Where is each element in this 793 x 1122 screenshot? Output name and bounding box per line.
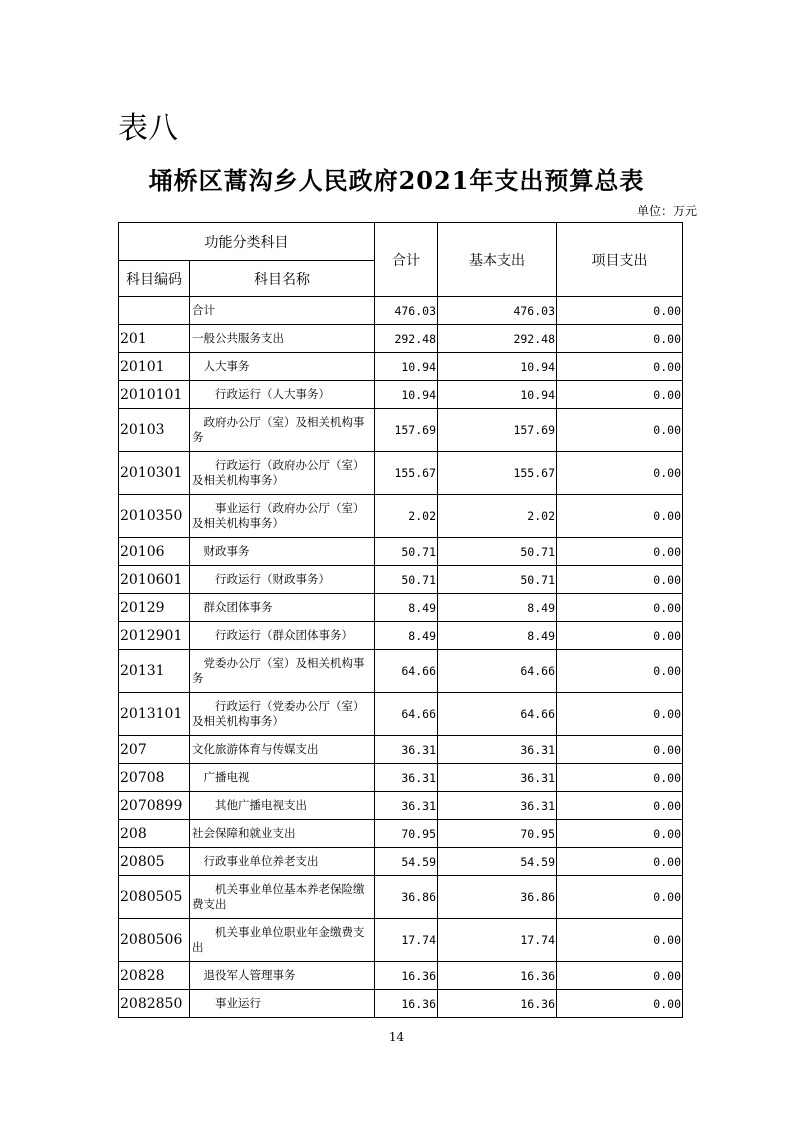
row-code: 2070899 <box>119 792 190 820</box>
table-row <box>119 736 683 764</box>
row-basic: 70.95 <box>438 820 557 848</box>
row-basic: 476.03 <box>438 297 557 325</box>
row-basic: 64.66 <box>438 650 557 693</box>
row-project: 0.00 <box>557 962 683 990</box>
table-body <box>119 297 683 1018</box>
header-basic: 基本支出 <box>438 223 557 297</box>
row-name: 群众团体事务 <box>190 594 375 622</box>
row-project: 0.00 <box>557 848 683 876</box>
table-row <box>119 594 683 622</box>
header-project: 项目支出 <box>557 223 683 297</box>
row-name: 行政运行（党委办公厅（室）及相关机构事务） <box>190 693 375 736</box>
row-project: 0.00 <box>557 325 683 353</box>
row-total: 50.71 <box>375 566 438 594</box>
table-row <box>119 764 683 792</box>
table-row <box>119 876 683 919</box>
row-code: 208 <box>119 820 190 848</box>
row-project: 0.00 <box>557 736 683 764</box>
header-code: 科目编码 <box>119 261 190 297</box>
row-project: 0.00 <box>557 495 683 538</box>
row-basic: 64.66 <box>438 693 557 736</box>
row-project: 0.00 <box>557 876 683 919</box>
row-code: 201 <box>119 325 190 353</box>
row-total: 54.59 <box>375 848 438 876</box>
row-basic: 36.31 <box>438 736 557 764</box>
table-row <box>119 622 683 650</box>
row-name: 行政运行（政府办公厅（室）及相关机构事务） <box>190 452 375 495</box>
table-label: 表八 <box>118 111 178 146</box>
table-row <box>119 495 683 538</box>
table-row <box>119 452 683 495</box>
row-project: 0.00 <box>557 990 683 1018</box>
row-total: 50.71 <box>375 538 438 566</box>
row-code: 2010350 <box>119 495 190 538</box>
row-total: 17.74 <box>375 919 438 962</box>
row-name: 人大事务 <box>190 353 375 381</box>
row-basic: 50.71 <box>438 566 557 594</box>
row-total: 36.86 <box>375 876 438 919</box>
row-total: 2.02 <box>375 495 438 538</box>
row-total: 16.36 <box>375 990 438 1018</box>
row-code <box>119 297 190 325</box>
row-name: 一般公共服务支出 <box>190 325 375 353</box>
table-row <box>119 792 683 820</box>
budget-table <box>118 222 683 1018</box>
row-name: 行政运行（财政事务） <box>190 566 375 594</box>
row-basic: 17.74 <box>438 919 557 962</box>
row-total: 8.49 <box>375 594 438 622</box>
row-code: 20131 <box>119 650 190 693</box>
row-code: 2080505 <box>119 876 190 919</box>
row-project: 0.00 <box>557 353 683 381</box>
row-code: 20708 <box>119 764 190 792</box>
row-code: 20805 <box>119 848 190 876</box>
row-project: 0.00 <box>557 297 683 325</box>
table-row <box>119 693 683 736</box>
row-basic: 8.49 <box>438 622 557 650</box>
row-total: 155.67 <box>375 452 438 495</box>
row-basic: 36.86 <box>438 876 557 919</box>
row-total: 70.95 <box>375 820 438 848</box>
row-basic: 36.31 <box>438 792 557 820</box>
row-name: 行政事业单位养老支出 <box>190 848 375 876</box>
row-name: 广播电视 <box>190 764 375 792</box>
row-total: 10.94 <box>375 381 438 409</box>
page-title: 埇桥区蒿沟乡人民政府2021年支出预算总表 <box>148 166 645 195</box>
header-name: 科目名称 <box>190 261 375 297</box>
row-project: 0.00 <box>557 452 683 495</box>
row-code: 2080506 <box>119 919 190 962</box>
row-code: 2010301 <box>119 452 190 495</box>
row-name: 事业运行 <box>190 990 375 1018</box>
table-row <box>119 353 683 381</box>
row-project: 0.00 <box>557 764 683 792</box>
header-total: 合计 <box>375 223 438 297</box>
row-total: 64.66 <box>375 650 438 693</box>
row-basic: 50.71 <box>438 538 557 566</box>
row-basic: 54.59 <box>438 848 557 876</box>
row-code: 2013101 <box>119 693 190 736</box>
row-total: 476.03 <box>375 297 438 325</box>
row-name: 退役军人管理事务 <box>190 962 375 990</box>
row-name: 事业运行（政府办公厅（室）及相关机构事务） <box>190 495 375 538</box>
row-name: 党委办公厅（室）及相关机构事务 <box>190 650 375 693</box>
row-name: 政府办公厅（室）及相关机构事务 <box>190 409 375 452</box>
row-code: 20129 <box>119 594 190 622</box>
row-basic: 36.31 <box>438 764 557 792</box>
table-row <box>119 990 683 1018</box>
row-project: 0.00 <box>557 792 683 820</box>
row-total: 64.66 <box>375 693 438 736</box>
row-project: 0.00 <box>557 650 683 693</box>
row-name: 机关事业单位职业年金缴费支出 <box>190 919 375 962</box>
row-code: 2010601 <box>119 566 190 594</box>
row-code: 2012901 <box>119 622 190 650</box>
row-name: 文化旅游体育与传媒支出 <box>190 736 375 764</box>
table-row <box>119 538 683 566</box>
row-project: 0.00 <box>557 693 683 736</box>
row-basic: 10.94 <box>438 381 557 409</box>
row-basic: 16.36 <box>438 990 557 1018</box>
row-total: 292.48 <box>375 325 438 353</box>
row-code: 20101 <box>119 353 190 381</box>
row-name: 行政运行（人大事务） <box>190 381 375 409</box>
row-project: 0.00 <box>557 622 683 650</box>
row-name: 机关事业单位基本养老保险缴费支出 <box>190 876 375 919</box>
row-total: 36.31 <box>375 736 438 764</box>
table-row <box>119 297 683 325</box>
row-code: 2010101 <box>119 381 190 409</box>
table-row <box>119 566 683 594</box>
row-code: 20106 <box>119 538 190 566</box>
row-code: 2082850 <box>119 990 190 1018</box>
header-functional-class: 功能分类科目 <box>119 223 375 261</box>
row-name: 其他广播电视支出 <box>190 792 375 820</box>
row-basic: 8.49 <box>438 594 557 622</box>
table-row <box>119 820 683 848</box>
page-number: 14 <box>388 1030 405 1044</box>
table-row <box>119 650 683 693</box>
row-total: 16.36 <box>375 962 438 990</box>
row-basic: 155.67 <box>438 452 557 495</box>
row-project: 0.00 <box>557 594 683 622</box>
row-basic: 10.94 <box>438 353 557 381</box>
table-row <box>119 409 683 452</box>
row-basic: 2.02 <box>438 495 557 538</box>
row-project: 0.00 <box>557 381 683 409</box>
row-name: 社会保障和就业支出 <box>190 820 375 848</box>
row-name: 行政运行（群众团体事务） <box>190 622 375 650</box>
unit-note: 单位：万元 <box>636 204 697 218</box>
row-total: 36.31 <box>375 764 438 792</box>
row-code: 20828 <box>119 962 190 990</box>
row-code: 20103 <box>119 409 190 452</box>
row-name: 合计 <box>190 297 375 325</box>
row-project: 0.00 <box>557 566 683 594</box>
table-row <box>119 848 683 876</box>
row-basic: 16.36 <box>438 962 557 990</box>
row-total: 157.69 <box>375 409 438 452</box>
row-basic: 157.69 <box>438 409 557 452</box>
row-project: 0.00 <box>557 409 683 452</box>
table-row <box>119 919 683 962</box>
row-project: 0.00 <box>557 919 683 962</box>
row-total: 10.94 <box>375 353 438 381</box>
row-basic: 292.48 <box>438 325 557 353</box>
row-project: 0.00 <box>557 538 683 566</box>
table-row <box>119 962 683 990</box>
row-project: 0.00 <box>557 820 683 848</box>
table-row <box>119 325 683 353</box>
row-total: 36.31 <box>375 792 438 820</box>
row-code: 207 <box>119 736 190 764</box>
table-row <box>119 381 683 409</box>
row-total: 8.49 <box>375 622 438 650</box>
row-name: 财政事务 <box>190 538 375 566</box>
